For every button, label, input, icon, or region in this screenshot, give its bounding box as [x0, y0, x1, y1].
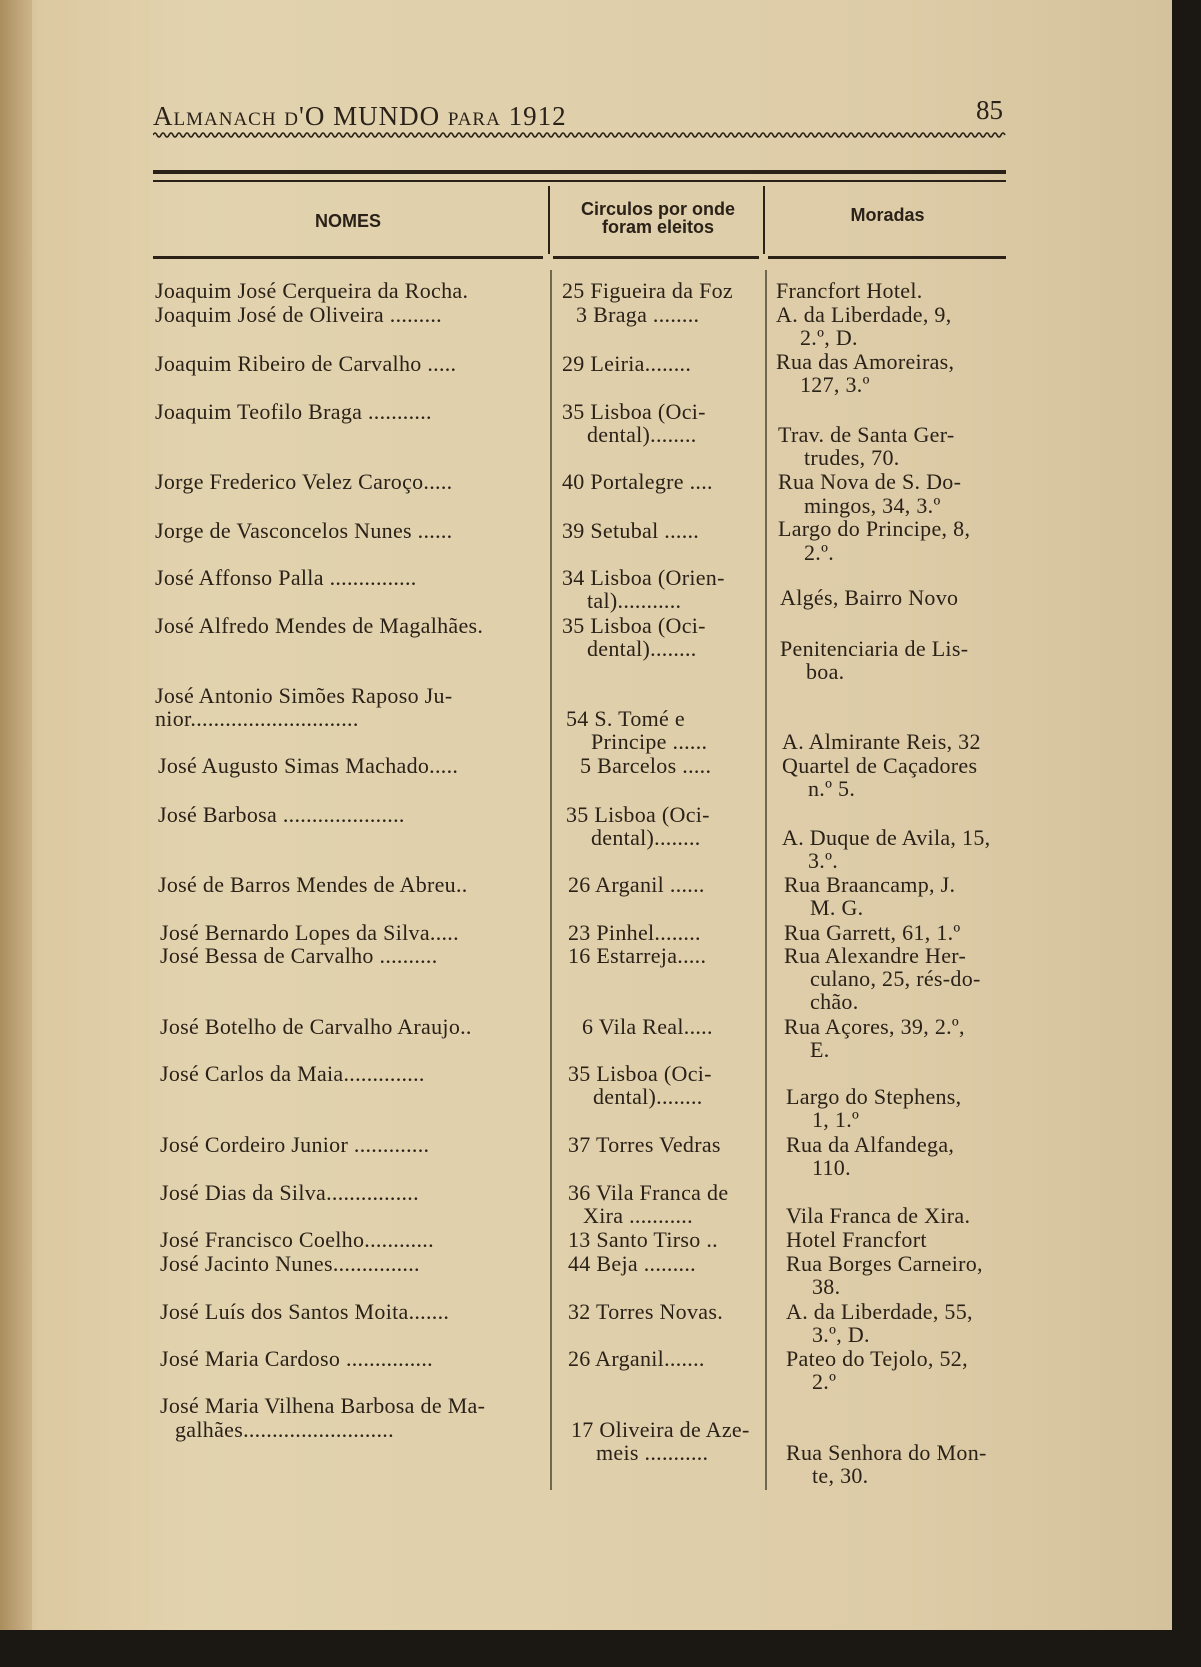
address-cell: Hotel Francfort	[786, 1227, 927, 1252]
address-cell: Penitenciaria de Lis-	[780, 636, 969, 661]
circle-cell: 32 Torres Novas.	[568, 1299, 723, 1324]
circle-cell: tal)...........	[587, 588, 682, 613]
address-cell: Quartel de Caçadores	[782, 753, 978, 778]
circle-cell: dental)........	[587, 636, 697, 661]
name-cell: José Bernardo Lopes da Silva.....	[160, 920, 459, 945]
address-cell: 3.º.	[808, 848, 839, 873]
name-cell: José Jacinto Nunes...............	[160, 1251, 420, 1276]
address-cell: 2.º.	[804, 540, 835, 565]
circle-cell: 44 Beja .........	[568, 1251, 696, 1276]
address-cell: 127, 3.º	[800, 372, 870, 397]
address-cell: A. da Liberdade, 9,	[776, 302, 952, 327]
name-cell: José Augusto Simas Machado.....	[158, 753, 459, 778]
circle-cell: Xira ...........	[583, 1203, 693, 1228]
table-top-rule-thin	[153, 180, 1006, 182]
column-header-addresses: Moradas	[850, 205, 925, 225]
name-cell: José Luís dos Santos Moita.......	[160, 1299, 450, 1324]
circle-cell: 3 Braga ........	[576, 302, 700, 327]
circle-cell: 36 Vila Franca de	[568, 1180, 729, 1205]
address-cell: Francfort Hotel.	[776, 278, 923, 303]
circle-cell: 5 Barcelos .....	[580, 753, 712, 778]
address-cell: 38.	[812, 1274, 841, 1299]
circle-cell: 17 Oliveira de Aze-	[571, 1417, 750, 1442]
name-cell: Joaquim José Cerqueira da Rocha.	[155, 278, 469, 303]
circle-cell: meis ...........	[596, 1440, 709, 1465]
circle-cell: 6 Vila Real.....	[582, 1014, 713, 1039]
name-cell: nior.............................	[155, 706, 359, 731]
circle-cell: 23 Pinhel........	[568, 920, 701, 945]
circle-cell: 54 S. Tomé e	[566, 706, 685, 731]
address-cell: Rua das Amoreiras,	[776, 349, 955, 374]
address-cell: n.º 5.	[808, 776, 856, 801]
name-cell: Jorge de Vasconcelos Nunes ......	[155, 518, 453, 543]
circle-cell: 40 Portalegre ....	[562, 469, 713, 494]
name-cell: José Dias da Silva................	[160, 1180, 419, 1205]
running-head	[153, 95, 1003, 135]
circle-cell: 35 Lisboa (Oci-	[566, 802, 710, 827]
address-cell: 110.	[812, 1155, 851, 1180]
body-divider-1	[550, 270, 552, 1490]
name-cell: Joaquim Teofilo Braga ...........	[155, 399, 432, 424]
address-cell: Rua Garrett, 61, 1.º	[784, 920, 961, 945]
name-cell: Joaquim Ribeiro de Carvalho .....	[155, 351, 457, 376]
circle-cell: 13 Santo Tirso ..	[568, 1227, 718, 1252]
circle-cell: 34 Lisboa (Orien-	[562, 565, 725, 590]
address-cell: Algés, Bairro Novo	[780, 585, 959, 610]
name-cell: José de Barros Mendes de Abreu..	[158, 872, 468, 897]
circle-cell: 26 Arganil ......	[568, 872, 705, 897]
circle-cell: 35 Lisboa (Oci-	[562, 613, 706, 638]
address-cell: trudes, 70.	[804, 445, 900, 470]
address-cell: Rua Braancamp, J.	[784, 872, 956, 897]
body-divider-2	[765, 270, 767, 1490]
page-number: 85	[976, 95, 1003, 125]
address-cell: A. Almirante Reis, 32	[782, 729, 981, 754]
circle-cell: dental)........	[593, 1084, 703, 1109]
circle-cell: Principe ......	[591, 729, 708, 754]
address-cell: mingos, 34, 3.º	[804, 493, 941, 518]
address-cell: Rua Alexandre Her-	[784, 943, 967, 968]
circle-cell: 26 Arganil.......	[568, 1346, 705, 1371]
header-underline-addresses	[768, 256, 1006, 259]
column-divider-2	[763, 186, 765, 254]
address-cell: Rua Açores, 39, 2.º,	[784, 1014, 965, 1039]
name-cell: Jorge Frederico Velez Caroço.....	[155, 469, 453, 494]
address-cell: te, 30.	[812, 1463, 869, 1488]
address-cell: M. G.	[810, 895, 864, 920]
address-cell: boa.	[806, 659, 845, 684]
name-cell: José Bessa de Carvalho ..........	[160, 943, 438, 968]
name-cell: José Maria Vilhena Barbosa de Ma-	[160, 1393, 486, 1418]
circle-cell: 35 Lisboa (Oci-	[568, 1061, 712, 1086]
name-cell: José Cordeiro Junior .............	[160, 1132, 430, 1157]
circle-cell: dental)........	[587, 422, 697, 447]
address-cell: Pateo do Tejolo, 52,	[786, 1346, 968, 1371]
address-cell: Rua da Alfandega,	[786, 1132, 955, 1157]
address-cell: Trav. de Santa Ger-	[778, 422, 955, 447]
circle-cell: dental)........	[591, 825, 701, 850]
address-cell: A. da Liberdade, 55,	[786, 1299, 973, 1324]
name-cell: José Botelho de Carvalho Araujo..	[160, 1014, 472, 1039]
name-cell: José Francisco Coelho............	[160, 1227, 434, 1252]
header-underline-names	[153, 256, 543, 259]
name-cell: galhães..........................	[175, 1417, 394, 1442]
column-header-circles: Circulos por onde foram eleitos	[580, 199, 735, 237]
circle-cell: 37 Torres Vedras	[568, 1132, 721, 1157]
name-cell: José Alfredo Mendes de Magalhães.	[155, 613, 484, 638]
address-cell: A. Duque de Avila, 15,	[782, 825, 991, 850]
address-cell: Largo do Stephens,	[786, 1084, 962, 1109]
column-divider-1	[548, 186, 550, 254]
table-top-rule-thick	[153, 170, 1006, 174]
address-cell: 1, 1.º	[812, 1107, 860, 1132]
address-cell: culano, 25, rés-do-	[810, 966, 981, 991]
address-cell: 2.º, D.	[800, 325, 858, 350]
header-underline-circles	[553, 256, 759, 259]
circle-cell: 29 Leiria........	[562, 351, 692, 376]
address-cell: Largo do Principe, 8,	[778, 516, 971, 541]
address-cell: 2.º	[812, 1369, 837, 1394]
column-header-names: NOMES	[314, 211, 381, 231]
name-cell: José Antonio Simões Raposo Ju-	[155, 683, 453, 708]
circle-cell: 25 Figueira da Foz	[562, 278, 733, 303]
name-cell: José Carlos da Maia..............	[160, 1061, 425, 1086]
circle-cell: 39 Setubal ......	[562, 518, 700, 543]
address-cell: chão.	[810, 989, 859, 1014]
wavy-rule	[153, 130, 1006, 140]
address-cell: Rua Borges Carneiro,	[786, 1251, 983, 1276]
name-cell: José Maria Cardoso ...............	[160, 1346, 433, 1371]
address-cell: Vila Franca de Xira.	[786, 1203, 971, 1228]
address-cell: Rua Nova de S. Do-	[778, 469, 962, 494]
running-head-title: Almanach d'O MUNDO para 1912	[153, 101, 567, 131]
circle-cell: 35 Lisboa (Oci-	[562, 399, 706, 424]
page-spine-shadow	[0, 0, 32, 1630]
circle-cell: 16 Estarreja.....	[568, 943, 707, 968]
name-cell: Joaquim José de Oliveira .........	[155, 302, 442, 327]
address-cell: 3.º, D.	[812, 1322, 870, 1347]
address-cell: E.	[810, 1037, 830, 1062]
name-cell: José Barbosa .....................	[158, 802, 405, 827]
name-cell: José Affonso Palla ...............	[155, 565, 417, 590]
address-cell: Rua Senhora do Mon-	[786, 1440, 987, 1465]
